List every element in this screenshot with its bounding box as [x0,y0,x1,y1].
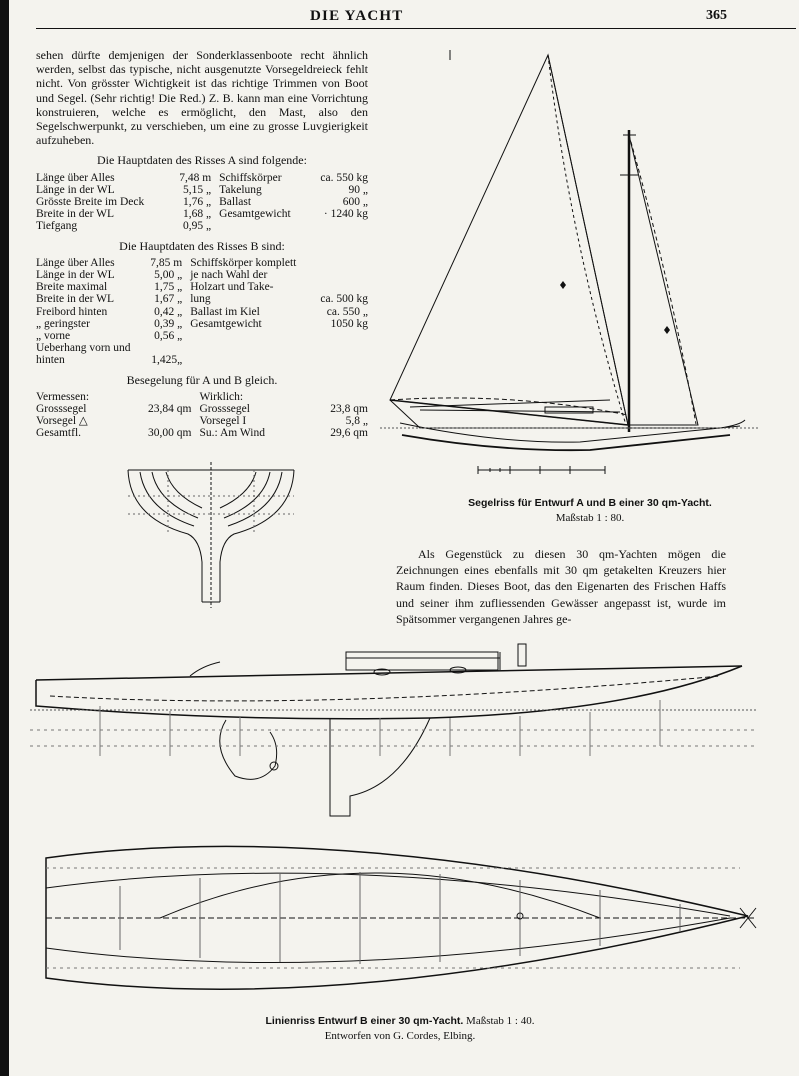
lines-plan-half-breadth [40,828,760,1008]
spec-cell: 600 „ [342,196,368,209]
spec-cell: 0,95 „ [183,220,212,233]
sails-table [36,391,368,440]
spec-cell: 23,8 qm [330,403,368,416]
spec-cell: 1,68 „ [183,208,212,221]
riss-b-table [36,257,368,367]
spec-cell [313,257,368,269]
spec-cell: 90 „ [348,183,368,196]
riss-a-heading: Die Hauptdaten des Risses A sind folgende: [97,153,307,168]
spec-cell: 1,425„ [151,354,183,367]
lines-plan-caption-designer: Entworfen von G. Cordes, Elbing. [324,1030,476,1042]
spec-cell: Gesamtfl. [36,427,82,440]
spec-cell: ca. 550 „ [326,305,368,318]
lines-plan-caption [200,1014,600,1044]
spec-cell [313,330,368,342]
riss-a-row [36,196,368,208]
spec-cell: 0,42 „ [154,305,183,318]
running-title: DIE YACHT [310,8,404,24]
spec-cell: Länge über Alles [36,171,115,184]
spec-cell: Vorsegel △ [36,415,88,428]
spec-cell: Gesamtgewicht [190,317,262,330]
sails-row [36,403,368,415]
spec-cell: · 1240 kg [323,208,368,221]
spec-cell [190,354,313,366]
spec-cell: 1050 kg [330,317,368,330]
spec-cell: Breite maximal [36,281,108,294]
sail-plan-figure [380,40,799,490]
spec-cell: „ geringster [36,317,90,330]
spacer-cell [182,354,190,366]
riss-b-row [36,269,368,281]
header-rule [36,28,796,29]
sails-heading: Besegelung für A und B gleich. [126,372,278,387]
spec-cell: lung [190,293,211,306]
riss-a-row [36,172,368,184]
sails-row [36,415,368,427]
spacer-cell [211,208,219,220]
spacer-cell [211,196,219,208]
sail-plan-caption-title: Segelriss für Entwurf A und B einer 30 qm-Yacht. [468,497,712,509]
riss-b-heading: Die Hauptdaten des Risses B sind: [119,238,285,253]
lines-plan-profile [30,636,756,826]
spec-cell: Takelung [219,183,262,196]
sails-right-title: Wirklich: [199,390,244,403]
spacer-cell [191,415,199,427]
spec-cell: Grosssegel [36,403,87,416]
intro-paragraph: sehen dürfte demjenigen der Sonderklassenboote recht ähnlich werden, selbst das typische, nicht ausgenutzte Vorsegeldreieck fehlt nicht. Von grösster Wichtigkeit ist das richtige Trimmen von Boot und Segel. (Sehr richtig! Die Red.) Z. B. kann man eine Vorrichtung konstruieren, welche es ermöglicht, den Mast, also den Segelschwerpunkt, zu verschieben, um eine zu grosse Luvgierigkeit aufzuheben. [36,48,368,148]
spec-cell: Länge über Alles [36,256,115,269]
spec-cell: Breite in der WL [36,208,115,221]
spec-cell: 1,67 „ [154,293,183,306]
spec-cell: Länge in der WL [36,183,115,196]
spec-cell: Holzart und Take- [190,281,274,294]
spacer-cell [182,293,190,305]
page-number: 365 [706,8,727,23]
spec-cell: Grösste Breite im Deck [36,196,145,209]
sails-left-title: Vermessen: [36,390,90,403]
spacer-cell [182,281,190,293]
spacer-cell [182,342,190,354]
body-plan-figure [118,462,304,608]
spec-cell: Freibord hinten [36,305,108,318]
riss-a-table [36,172,368,233]
spec-cell [121,415,192,427]
spec-cell: je nach Wahl der [190,269,268,282]
riss-a-row [36,220,368,232]
spec-cell [219,220,308,232]
spec-cell [145,342,182,354]
spec-cell: 5,00 „ [154,269,183,282]
spec-cell: 29,6 qm [330,427,368,440]
spec-cell: 1,76 „ [183,196,212,209]
sail-plan-caption [380,496,799,526]
spec-cell: 0,39 „ [154,317,183,330]
spec-cell: Grosssegel [199,403,250,416]
riss-b-row [36,342,368,354]
spacer-cell [182,257,190,269]
spacer-cell [191,427,199,439]
spec-cell [309,220,368,232]
riss-b-row [36,293,368,305]
riss-b-row [36,330,368,342]
spec-cell: 23,84 qm [148,403,192,416]
spec-cell: 5,15 „ [183,183,212,196]
scan-edge [0,0,9,1076]
spec-cell: Tiefgang [36,220,78,233]
spec-cell [313,269,368,281]
spec-cell: ca. 550 kg [320,171,368,184]
spec-cell: Breite in der WL [36,293,115,306]
spec-cell: 30,00 qm [148,427,192,440]
spec-cell: 1,75 „ [154,281,183,294]
spec-cell [313,342,368,354]
riss-a-row [36,184,368,196]
left-text-column [36,48,368,446]
lines-plan-caption-scale: Maßstab 1 : 40. [466,1015,535,1027]
spec-cell: Länge in der WL [36,269,115,282]
spacer-cell [182,330,190,342]
spec-cell: Ballast im Kiel [190,305,260,318]
spec-cell: Ballast [219,196,252,209]
sail-plan-caption-scale: Maßstab 1 : 80. [555,512,625,524]
spec-cell: ca. 500 kg [320,293,368,306]
spec-cell: 0,56 „ [154,330,183,343]
spec-cell: Gesamtgewicht [219,208,291,221]
spacer-cell [211,172,219,184]
spacer-cell [182,318,190,330]
spacer-cell [211,184,219,196]
spec-cell: 7,48 m [179,171,212,184]
spec-cell: Su.: Am Wind [199,427,265,440]
spec-cell: Ueberhang vorn und [36,342,131,355]
spec-cell: Schiffskörper komplett [190,256,297,269]
spec-cell [190,330,313,342]
riss-b-row [36,281,368,293]
spec-cell: Vorsegel I [199,415,247,428]
spec-cell [313,354,368,366]
spec-cell [190,342,313,354]
spec-cell: hinten [36,354,65,367]
lines-plan-caption-title: Linienriss Entwurf B einer 30 qm-Yacht. [265,1015,464,1027]
riss-a-row [36,208,368,220]
spec-cell: Schiffskörper [219,171,282,184]
sails-row [36,427,368,439]
riss-b-row [36,306,368,318]
spec-cell: „ vorne [36,330,71,343]
spec-cell: 7,85 m [150,256,183,269]
riss-b-row [36,257,368,269]
riss-b-row [36,318,368,330]
spacer-cell [211,220,219,232]
spacer-cell [182,306,190,318]
spacer-cell [191,403,199,415]
spec-cell: 5,8 „ [345,415,368,428]
right-paragraph: Als Gegenstück zu diesen 30 qm-Yachten mögen die Zeichnungen eines ebenfalls mit 30 qm getakelten Kreuzers hier Raum finden. Dieses Boot, das den Eigenarten des Frischen Haffs und seiner ihm zufliessenden Gewässer angepasst ist, wurde im Spätsommer vergangenen Jahres ge- [396,547,726,626]
riss-b-row [36,354,368,366]
spec-cell [313,281,368,293]
